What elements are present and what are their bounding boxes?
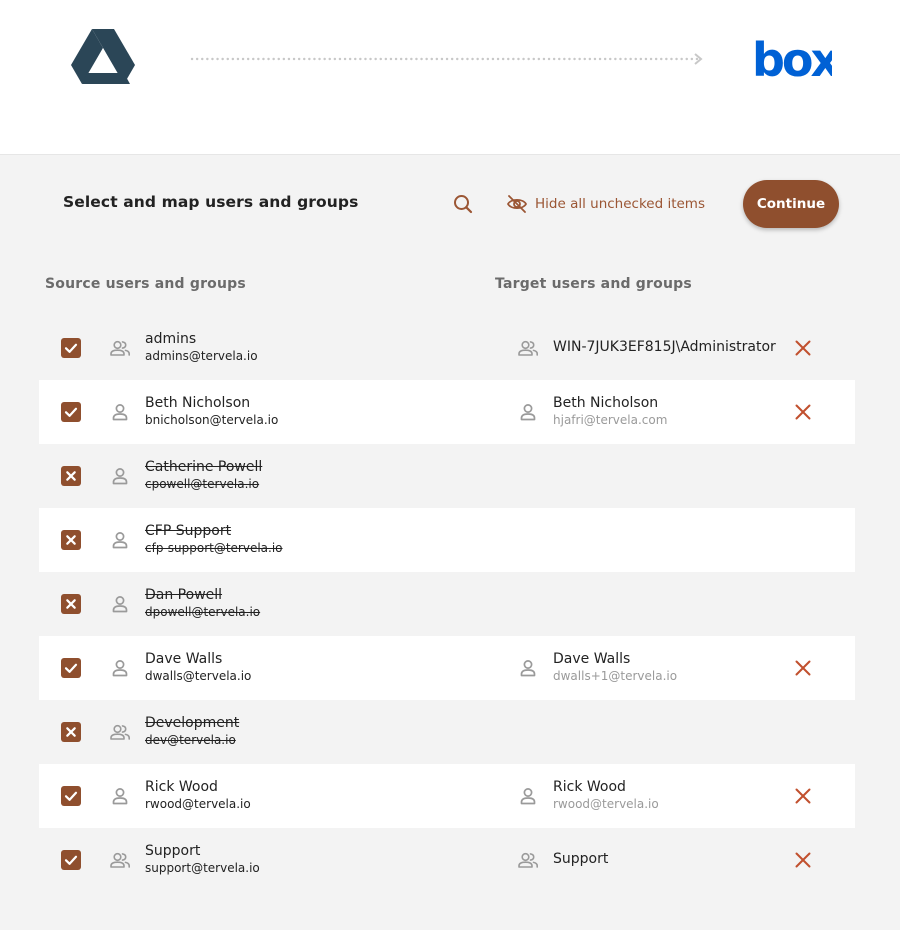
remove-mapping-button[interactable] (793, 850, 813, 870)
target-email: rwood@tervela.io (553, 797, 659, 811)
flow-arrow-icon (190, 50, 706, 68)
close-icon (793, 791, 813, 810)
table-row (39, 700, 855, 764)
mapping-list (39, 316, 855, 892)
source-name: Support (145, 843, 201, 859)
row-checkbox-checked[interactable] (61, 786, 81, 806)
page-title: Select and map users and groups (63, 193, 359, 211)
close-icon (793, 663, 813, 682)
table-row (39, 316, 855, 380)
hide-unchecked-label: Hide all unchecked items (535, 196, 705, 212)
target-name: Dave Walls (553, 651, 631, 667)
remove-mapping-button[interactable] (793, 338, 813, 358)
target-name: WIN-7JUK3EF815J\Administrator (553, 339, 776, 355)
row-checkbox-unchecked[interactable] (61, 594, 81, 614)
target-email: hjafri@tervela.com (553, 413, 668, 427)
table-row (39, 828, 855, 892)
source-email: support@tervela.io (145, 861, 260, 875)
group-icon (109, 721, 131, 743)
row-checkbox-checked[interactable] (61, 402, 81, 422)
target-email: dwalls+1@tervela.io (553, 669, 678, 683)
table-row (39, 508, 855, 572)
user-icon (517, 657, 539, 679)
remove-mapping-button[interactable] (793, 402, 813, 422)
table-row (39, 764, 855, 828)
group-icon (109, 337, 131, 359)
table-row (39, 380, 855, 444)
source-name: Beth Nicholson (145, 395, 251, 411)
header (0, 0, 900, 155)
row-checkbox-unchecked[interactable] (61, 466, 81, 486)
group-icon (109, 849, 131, 871)
user-icon (109, 593, 131, 615)
search-button[interactable] (450, 191, 476, 217)
group-icon (517, 849, 539, 871)
source-email: admins@tervela.io (145, 349, 258, 363)
box-logo (752, 34, 832, 80)
source-email: rwood@tervela.io (145, 797, 251, 811)
source-email: dev@tervela.io (145, 733, 236, 747)
source-name: Dan Powell (145, 587, 223, 603)
user-icon (109, 657, 131, 679)
search-icon (450, 191, 476, 217)
source-email: dpowell@tervela.io (145, 605, 261, 619)
user-icon (109, 401, 131, 423)
table-row (39, 444, 855, 508)
source-email: bnicholson@tervela.io (145, 413, 279, 427)
row-checkbox-unchecked[interactable] (61, 530, 81, 550)
row-checkbox-checked[interactable] (61, 338, 81, 358)
user-icon (109, 785, 131, 807)
box-logo-text: box (752, 34, 832, 80)
user-icon (517, 785, 539, 807)
user-icon (517, 401, 539, 423)
continue-button[interactable]: Continue (743, 180, 839, 228)
source-column-header: Source users and groups (45, 276, 246, 292)
target-name: Beth Nicholson (553, 395, 659, 411)
source-name: Dave Walls (145, 651, 223, 667)
close-icon (793, 407, 813, 426)
remove-mapping-button[interactable] (793, 786, 813, 806)
close-icon (793, 343, 813, 362)
source-email: dwalls@tervela.io (145, 669, 252, 683)
row-checkbox-checked[interactable] (61, 850, 81, 870)
user-icon (109, 529, 131, 551)
table-row (39, 572, 855, 636)
target-name: Support (553, 851, 609, 867)
source-email: cfp-support@tervela.io (145, 541, 283, 555)
source-name: CFP Support (145, 523, 232, 539)
google-drive-logo-icon (70, 28, 136, 86)
source-name: admins (145, 331, 197, 347)
group-icon (517, 337, 539, 359)
user-icon (109, 465, 131, 487)
source-email: cpowell@tervela.io (145, 477, 260, 491)
close-icon (793, 855, 813, 874)
source-name: Catherine Powell (145, 459, 263, 475)
hide-unchecked-button[interactable] (506, 192, 705, 216)
eye-off-icon (506, 194, 528, 214)
table-row (39, 636, 855, 700)
row-checkbox-checked[interactable] (61, 658, 81, 678)
source-name: Rick Wood (145, 779, 218, 795)
source-name: Development (145, 715, 240, 731)
target-column-header: Target users and groups (495, 276, 692, 292)
remove-mapping-button[interactable] (793, 658, 813, 678)
target-name: Rick Wood (553, 779, 626, 795)
row-checkbox-unchecked[interactable] (61, 722, 81, 742)
